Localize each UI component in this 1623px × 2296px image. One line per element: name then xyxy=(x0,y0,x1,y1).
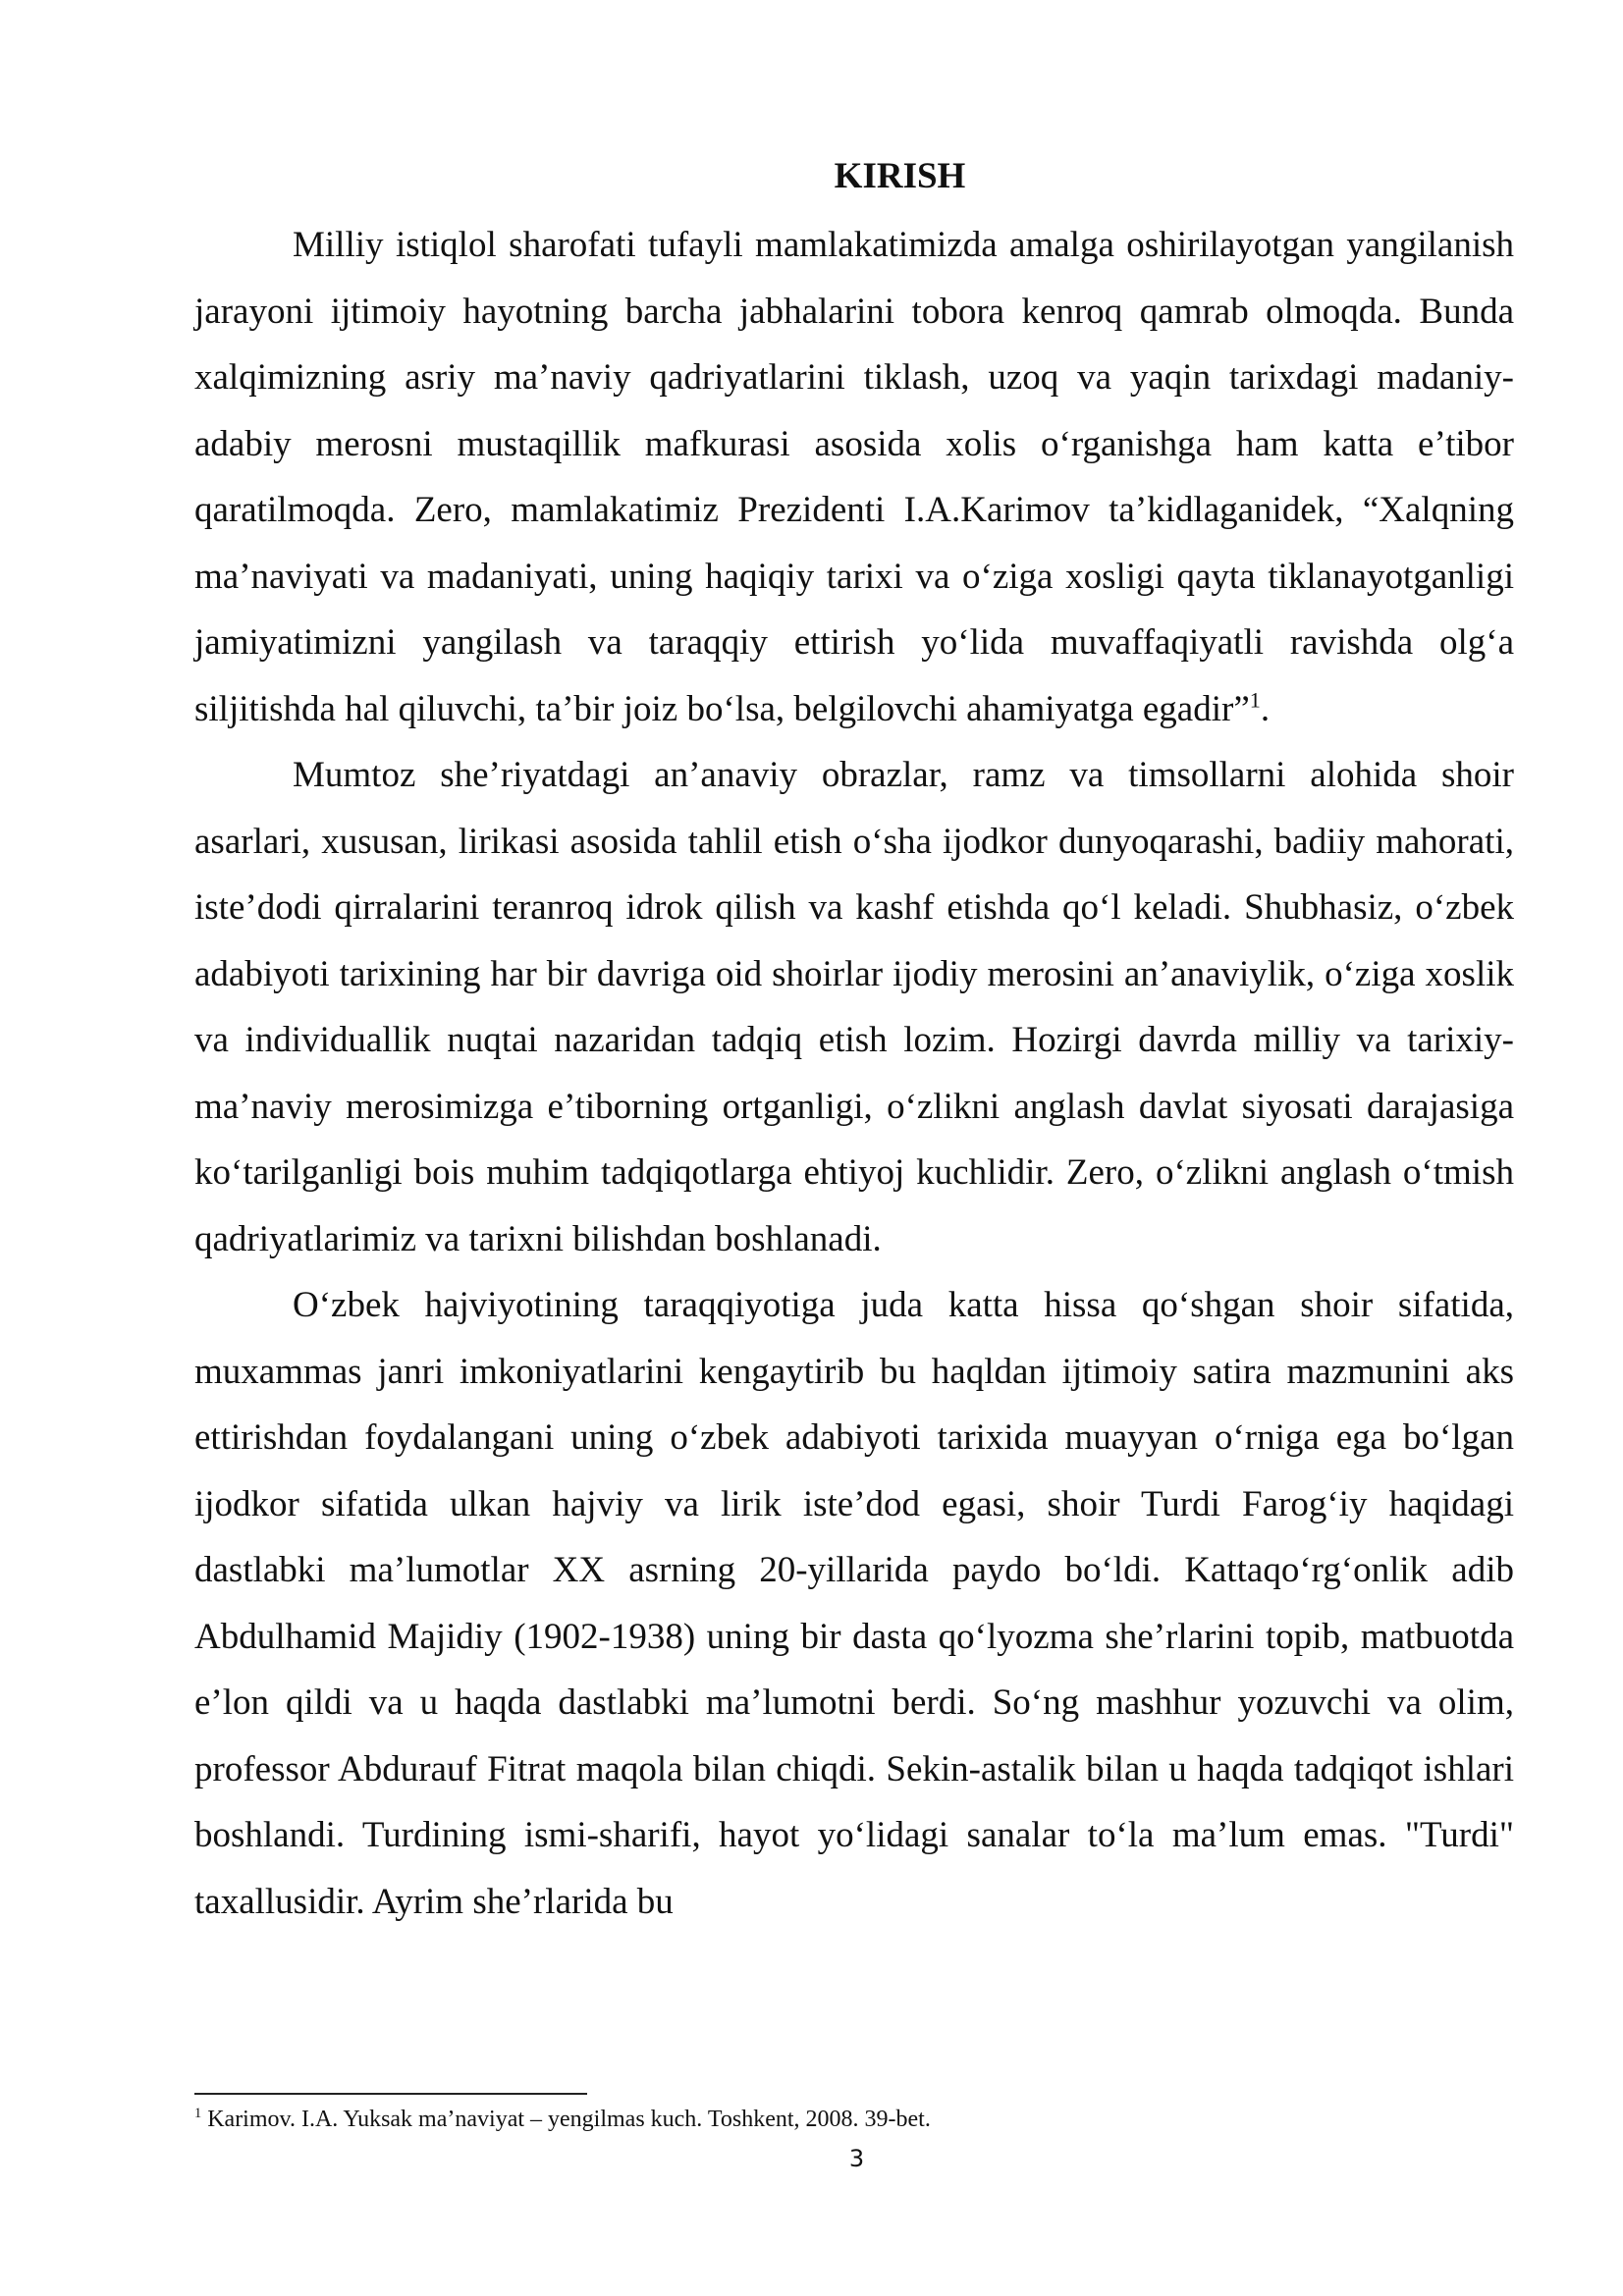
paragraph-3: O‘zbek hajviyotining taraqqiyotiga juda katta hissa qo‘shgan shoir sifatida, muxammas janri imkoniyatlarini kengaytirib bu haqldan ijtimoiy satira mazmunini aks ettirishdan foydalangani uning o‘zbek adabiyoti tarixida muayyan o‘rniga ega bo‘lgan ijodkor sifatida ulkan hajviy va lirik iste’dod egasi, shoir Turdi Farog‘iy haqidagi dastlabki ma’lumotlar XX asrning 20-yillarida paydo bo‘ldi. Kattaqo‘rg‘onlik adib Abdulhamid Majidiy (1902-1938) uning bir dasta qo‘lyozma she’rlarini topib, matbuotda e’lon qildi va u haqda dastlabki ma’lumotni berdi. So‘ng mashhur yozuvchi va olim, professor Abdurauf Fitrat maqola bilan chiqdi. Sekin-astalik bilan u haqda tadqiqot ishlari boshlandi. Turdining ismi-sharifi, hayot yo‘lidagi sanalar to‘la ma’lum emas. "Turdi" taxallusidir. Ayrim she’rlarida bu xyxy=(194,1285,1514,1922)
page-number: 3 xyxy=(848,2145,865,2172)
paragraph-2: Mumtoz she’riyatdagi an’anaviy obrazlar, ramz va timsollarni alohida shoir asarlari, xususan, lirikasi asosida tahlil etish o‘sha ijodkor dunyoqarashi, badiiy mahorati, iste’dodi qirralarini teranroq idrok qilish va kashf etishda qo‘l keladi. Shubhasiz, o‘zbek adabiyoti tarixining har bir davriga oid shoirlar ijodiy merosini an’anaviylik, o‘ziga xoslik va individuallik nuqtai nazaridan tadqiq etish lozim. Hozirgi davrda milliy va tarixiy-ma’naviy merosimizga e’tiborning ortganligi, o‘zlikni anglash davlat siyosati darajasiga ko‘tarilganligi bois muhim tadqiqotlarga ehtiyoj kuchlidir. Zero, o‘zlikni anglash o‘tmish qadriyatlarimiz va tarixni bilishdan boshlanadi. xyxy=(194,755,1514,1259)
paragraph-1-end: . xyxy=(1260,688,1271,729)
body-text xyxy=(194,212,1514,1935)
section-title: KIRISH xyxy=(834,156,966,196)
footnote-reference: 1 xyxy=(1249,687,1261,713)
paragraph-1-text: Milliy istiqlol sharofati tufayli mamlakatimizda amalga oshirilayotgan yangilanish jarayoni ijtimoiy hayotning barcha jabhalarini tobora kenroq qamrab olmoqda. Bunda xalqimizning asriy ma’naviy qadriyatlarini tiklash, uzoq va yaqin tarixdagi madaniy-adabiy merosni mustaqillik mafkurasi asosida xolis o‘rganishga ham katta e’tibor qaratilmoqda. Zero, mamlakatimiz Prezidenti I.A.Karimov ta’kidlaganidek, “Xalqning ma’naviyati va madaniyati, uning haqiqiy tarixi va o‘ziga xosligi qayta tiklanayotganligi jamiyatimizni yangilash va taraqqiy ettirish yo‘lida muvaffaqiyatli ravishda olg‘a siljitishda hal qiluvchi, ta’bir joiz bo‘lsa, belgilovchi ahamiyatga egadir” xyxy=(194,225,1514,729)
paragraph-1 xyxy=(194,212,1514,742)
footnote-separator xyxy=(194,2093,587,2095)
footnote xyxy=(194,2105,1514,2134)
footnote-text: Karimov. I.A. Yuksak ma’naviyat – yengilmas kuch. Toshkent, 2008. 39-bet. xyxy=(201,2107,931,2132)
footnote-number: 1 xyxy=(194,2106,202,2121)
